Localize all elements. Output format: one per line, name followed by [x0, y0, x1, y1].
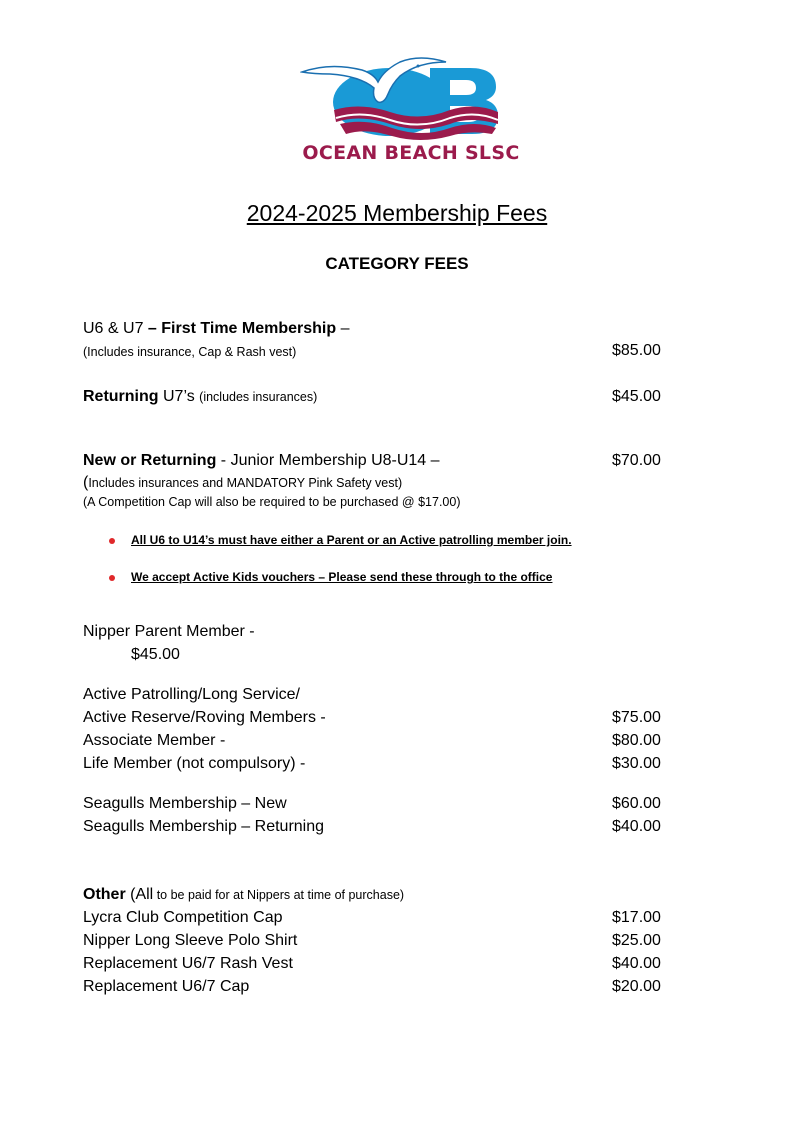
bullet-active-kids: We accept Active Kids vouchers – Please send these through to the office [131, 570, 553, 584]
fee-u6u7-label [83, 320, 349, 338]
fee-junior-paren: ( [83, 474, 89, 491]
fee-u6u7-prefix: U6 & U7 [83, 320, 148, 337]
fee-seagulls-new-price: $60.00 [612, 795, 661, 812]
other-item-label: Nipper Long Sleeve Polo Shirt [83, 932, 298, 949]
other-item-price: $40.00 [612, 955, 661, 972]
other-item-price: $20.00 [612, 978, 661, 995]
fee-returning-price: $45.00 [612, 388, 661, 405]
bullet-dot [109, 538, 115, 544]
fee-seagulls-returning-price: $40.00 [612, 818, 661, 835]
other-item-price: $25.00 [612, 932, 661, 949]
fee-returning-bold: Returning [83, 388, 159, 405]
fee-u6u7-suffix: – [336, 320, 350, 337]
fee-junior-bold: New or Returning [83, 452, 217, 469]
bullet-dot [109, 575, 115, 581]
other-item-label: Replacement U6/7 Cap [83, 978, 250, 995]
fee-u6u7-price: $85.00 [612, 342, 661, 359]
other-paren: (All [125, 886, 154, 903]
page-title: 2024-2025 Membership Fees [246, 200, 548, 226]
fee-returning-note: (includes insurances) [199, 390, 318, 404]
fee-nipper-parent-label: Nipper Parent Member - [83, 623, 255, 640]
fee-junior-rest: - Junior Membership U8-U14 – [216, 452, 440, 469]
section-title: CATEGORY FEES [325, 254, 469, 273]
fee-nipper-parent-price: $45.00 [131, 646, 180, 663]
fee-u6u7-note: (Includes insurance, Cap & Rash vest) [83, 345, 297, 359]
fee-seagulls-new-label: Seagulls Membership – New [83, 795, 287, 812]
other-item-price: $17.00 [612, 909, 661, 926]
fee-junior-price: $70.00 [612, 452, 661, 469]
fee-returning-label [83, 388, 317, 406]
other-bold: Other [83, 886, 126, 903]
fee-junior-note1 [83, 474, 402, 492]
fee-life-label: Life Member (not compulsory) - [83, 755, 306, 772]
fee-junior-label [83, 452, 440, 470]
logo-text: OCEAN BEACH SLSC [302, 142, 520, 164]
fee-junior-note1-text: Includes insurances and MANDATORY Pink Safety vest) [88, 476, 403, 490]
fee-active-line1: Active Patrolling/Long Service/ [83, 686, 300, 703]
other-item-label: Lycra Club Competition Cap [83, 909, 283, 926]
other-heading [83, 886, 404, 904]
bullet-parent-requirement: All U6 to U14’s must have either a Parent or an Active patrolling member join. [131, 533, 572, 547]
other-item-label: Replacement U6/7 Rash Vest [83, 955, 293, 972]
fee-junior-note2: (A Competition Cap will also be required to be purchased @ $17.00) [83, 495, 461, 509]
fee-life-price: $30.00 [612, 755, 661, 772]
fee-u6u7-bold: – First Time Membership [147, 320, 337, 337]
fee-active-price: $75.00 [612, 709, 661, 726]
fee-seagulls-returning-label: Seagulls Membership – Returning [83, 818, 325, 835]
fee-associate-price: $80.00 [612, 732, 661, 749]
fee-returning-rest: U7’s [158, 388, 200, 405]
fee-associate-label: Associate Member - [83, 732, 226, 749]
fee-active-label: Active Reserve/Roving Members - [83, 709, 326, 726]
other-note: to be paid for at Nippers at time of purchase) [153, 888, 405, 902]
